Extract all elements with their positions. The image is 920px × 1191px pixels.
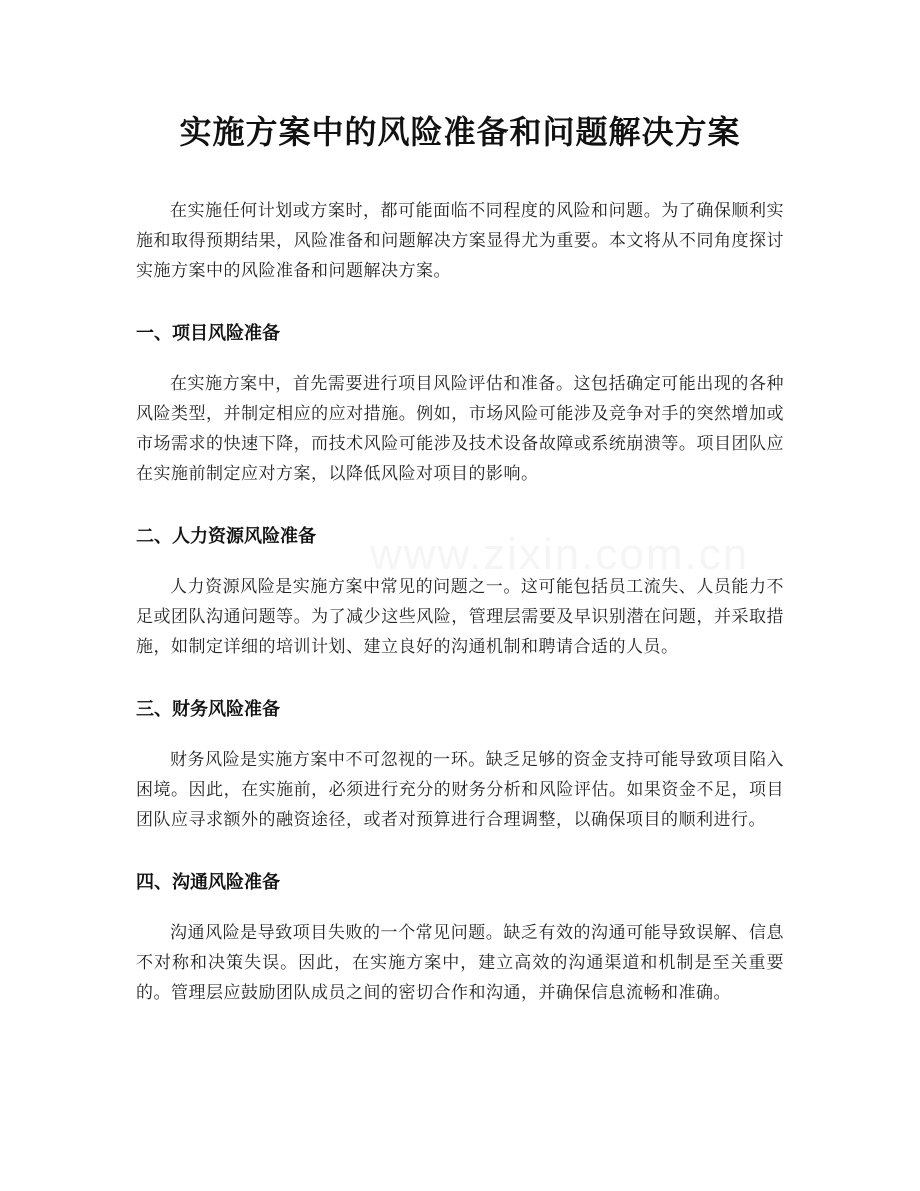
section-heading: 四、沟通风险准备 [136,872,280,893]
section-paragraph: 在实施方案中，首先需要进行项目风险评估和准备。这包括确定可能出现的各种风险类型，并制定相应的应对措施。例如，市场风险可能涉及竞争对手的突然增加或市场需求的快速下降，而技术风险可能涉及技术设备故障或系统崩溃等。项目团队应在实施前制定应对方案，以降低风险对项目的影响。 [136,374,784,484]
section-paragraph: 人力资源风险是实施方案中常见的问题之一。这可能包括员工流失、人员能力不足或团队沟通问题等。为了减少这些风险，管理层需要及早识别潜在问题，并采取措施，如制定详细的培训计划、建立良好的沟通机制和聘请合适的人员。 [136,577,784,657]
section-heading: 三、财务风险准备 [136,699,280,720]
section-finance-risk [136,696,784,835]
section-paragraph: 沟通风险是导致项目失败的一个常见问题。缺乏有效的沟通可能导致误解、信息不对称和决策失误。因此，在实施方案中，建立高效的沟通渠道和机制是至关重要的。管理层应鼓励团队成员之间的密切合作和沟通，并确保信息流畅和准确。 [136,923,784,1003]
section-communication-risk [136,869,784,1008]
section-heading: 二、人力资源风险准备 [136,526,316,547]
section-project-risk [136,320,784,489]
section-hr-risk [136,523,784,662]
section-paragraph: 财务风险是实施方案中不可忽视的一环。缺乏足够的资金支持可能导致项目陷入困境。因此，在实施前，必须进行充分的财务分析和风险评估。如果资金不足，项目团队应寻求额外的融资途径，或者对预算进行合理调整，以确保项目的顺利进行。 [136,750,784,830]
intro-paragraph: 在实施任何计划或方案时，都可能面临不同程度的风险和问题。为了确保顺利实施和取得预期结果，风险准备和问题解决方案显得尤为重要。本文将从不同角度探讨实施方案中的风险准备和问题解决方案。 [136,201,784,281]
watermark: www.zixin.com.cn [370,530,750,579]
section-heading: 一、项目风险准备 [136,323,280,344]
document-title: 实施方案中的风险准备和问题解决方案 [179,113,741,151]
